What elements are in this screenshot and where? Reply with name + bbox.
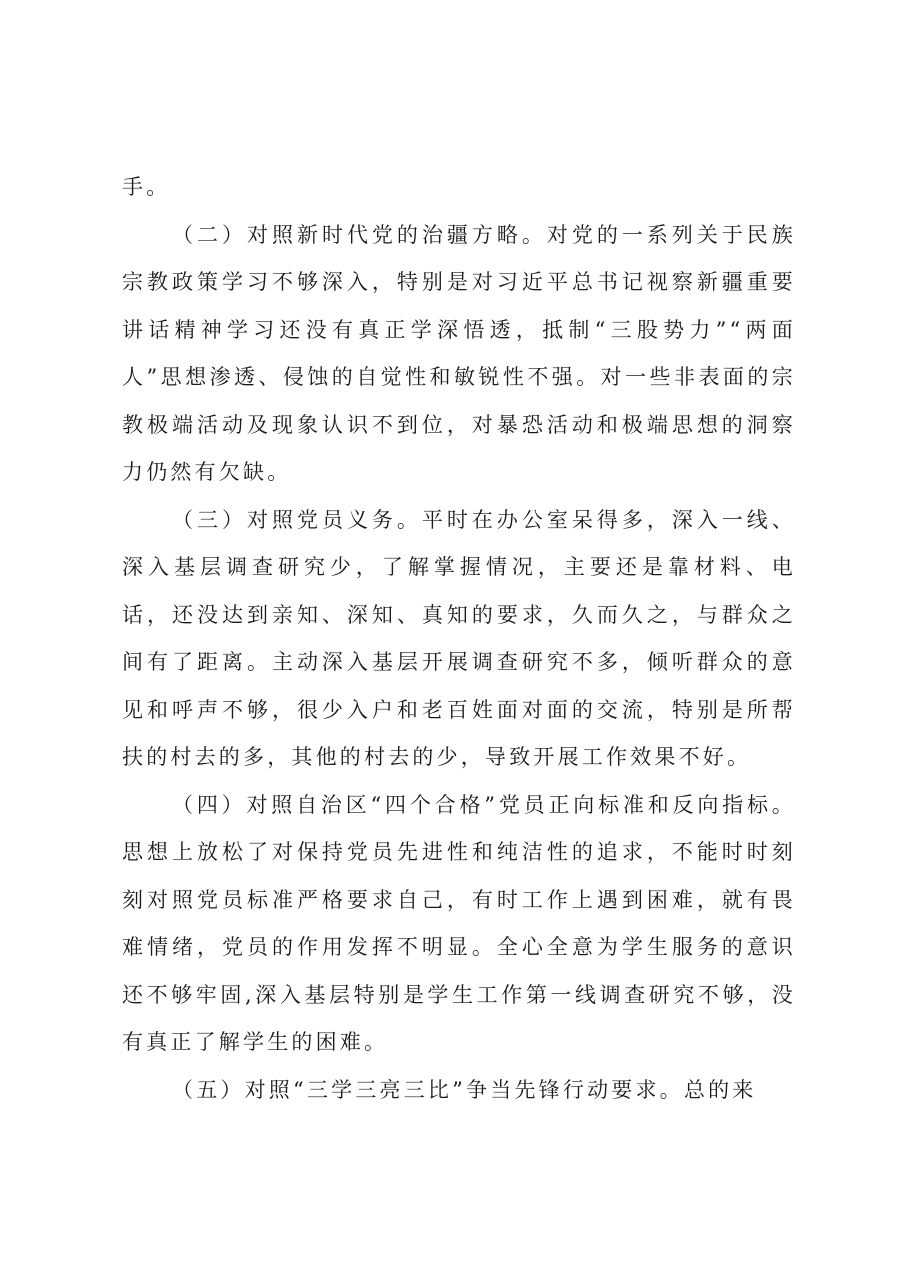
paragraph-continuation: 手。 <box>122 175 171 199</box>
document-body <box>122 164 796 1114</box>
paragraph-section-3: （三）对照党员义务。平时在办公室呆得多，深入一线、深入基层调查研究少，了解掌握情况，主要还是靠材料、电话，还没达到亲知、深知、真知的要求，久而久之，与群众之间有了距离。主动深入基层开展调查研究不多，倾听群众的意见和呼声不够，很少入户和老百姓面对面的交流，特别是所帮扶的村去的多，其他的村去的少，导致开展工作效果不好。 <box>122 507 796 769</box>
paragraph-section-2: （二）对照新时代党的治疆方略。对党的一系列关于民族宗教政策学习不够深入，特别是对习近平总书记视察新疆重要讲话精神学习还没有真正学深悟透，抵制“三股势力”“两面人”思想渗透、侵蚀的自觉性和敏锐性不强。对一些非表面的宗教极端活动及现象认识不到位，对暴恐活动和极端思想的洞察力仍然有欠缺。 <box>122 222 796 484</box>
paragraph-section-4: （四）对照自治区“四个合格”党员正向标准和反向指标。思想上放松了对保持党员先进性和纯洁性的追求，不能时时刻刻对照党员标准严格要求自己，有时工作上遇到困难，就有畏难情绪，党员的作用发挥不明显。全心全意为学生服务的意识还不够牢固,深入基层特别是学生工作第一线调查研究不够，没有真正了解学生的困难。 <box>122 792 796 1054</box>
paragraph-section-5: （五）对照“三学三亮三比”争当先锋行动要求。总的来 <box>172 1077 757 1102</box>
